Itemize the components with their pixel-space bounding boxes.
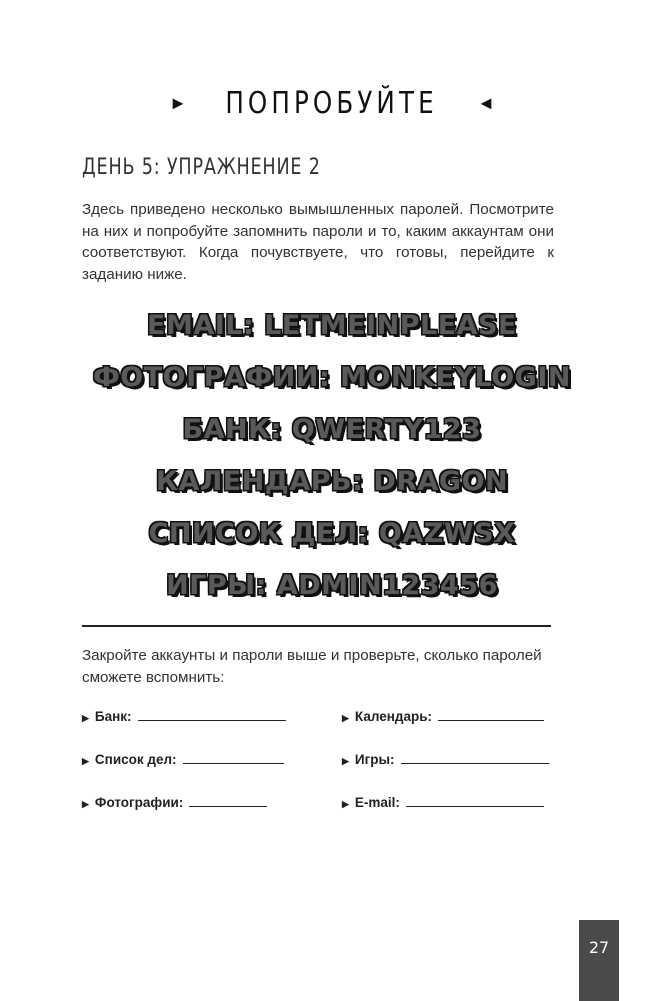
left-triangle-icon: ◀: [480, 95, 492, 112]
arrow-icon: ▶: [342, 799, 349, 809]
arrow-icon: ▶: [82, 799, 89, 809]
field-calendar: [342, 708, 544, 724]
answer-line[interactable]: [401, 751, 549, 764]
answer-line[interactable]: [189, 794, 267, 807]
section-divider: [82, 625, 551, 627]
field-photos: [82, 794, 267, 810]
arrow-icon: ▶: [82, 756, 89, 766]
answer-line[interactable]: [406, 794, 544, 807]
intro-paragraph: Здесь приведено несколько вымышленных паролей. Посмотрите на них и попробуйте запомнить пароли и то, каким аккаунтам они соответствуют. Когда почувствуете, что готовы, перейдите к заданию ниже.: [82, 201, 554, 283]
field-games: [342, 751, 549, 767]
arrow-icon: ▶: [342, 756, 349, 766]
password-entry-calendar: КАЛЕНДАРЬ: DRAGON: [155, 466, 509, 497]
field-label: E-mail:: [354, 795, 400, 810]
recall-prompt: Закройте аккаунты и пароли выше и проверьте, сколько паролей сможете вспомнить:: [82, 647, 542, 686]
field-label: Список дел:: [94, 752, 177, 767]
arrow-icon: ▶: [82, 713, 89, 723]
page-number: 27: [579, 920, 619, 1001]
page-header: [0, 86, 664, 121]
password-entry-email: EMAIL: LETMEINPLEASE: [147, 310, 517, 341]
arrow-icon: ▶: [342, 713, 349, 723]
field-label: Календарь:: [354, 709, 433, 724]
answer-line[interactable]: [138, 708, 286, 721]
password-list: [0, 300, 664, 612]
answer-line[interactable]: [438, 708, 544, 721]
password-entry-todo: СПИСОК ДЕЛ: QAZWSX: [148, 518, 516, 549]
page-title: ПОПРОБУЙТЕ: [225, 86, 439, 121]
answer-line[interactable]: [183, 751, 284, 764]
password-entry-bank: БАНК: QWERTY123: [182, 414, 482, 445]
field-label: Банк:: [94, 709, 132, 724]
field-label: Игры:: [354, 752, 395, 767]
password-entry-photos: ФОТОГРАФИИ: MONKEYLOGIN: [93, 362, 571, 393]
field-label: Фотографии:: [94, 795, 184, 810]
field-todo: [82, 751, 284, 767]
exercise-subtitle: ДЕНЬ 5: УПРАЖНЕНИЕ 2: [82, 155, 321, 180]
field-email: [342, 794, 544, 810]
right-triangle-icon: ▶: [172, 95, 184, 112]
field-bank: [82, 708, 286, 724]
password-entry-games: ИГРЫ: ADMIN123456: [166, 570, 498, 601]
